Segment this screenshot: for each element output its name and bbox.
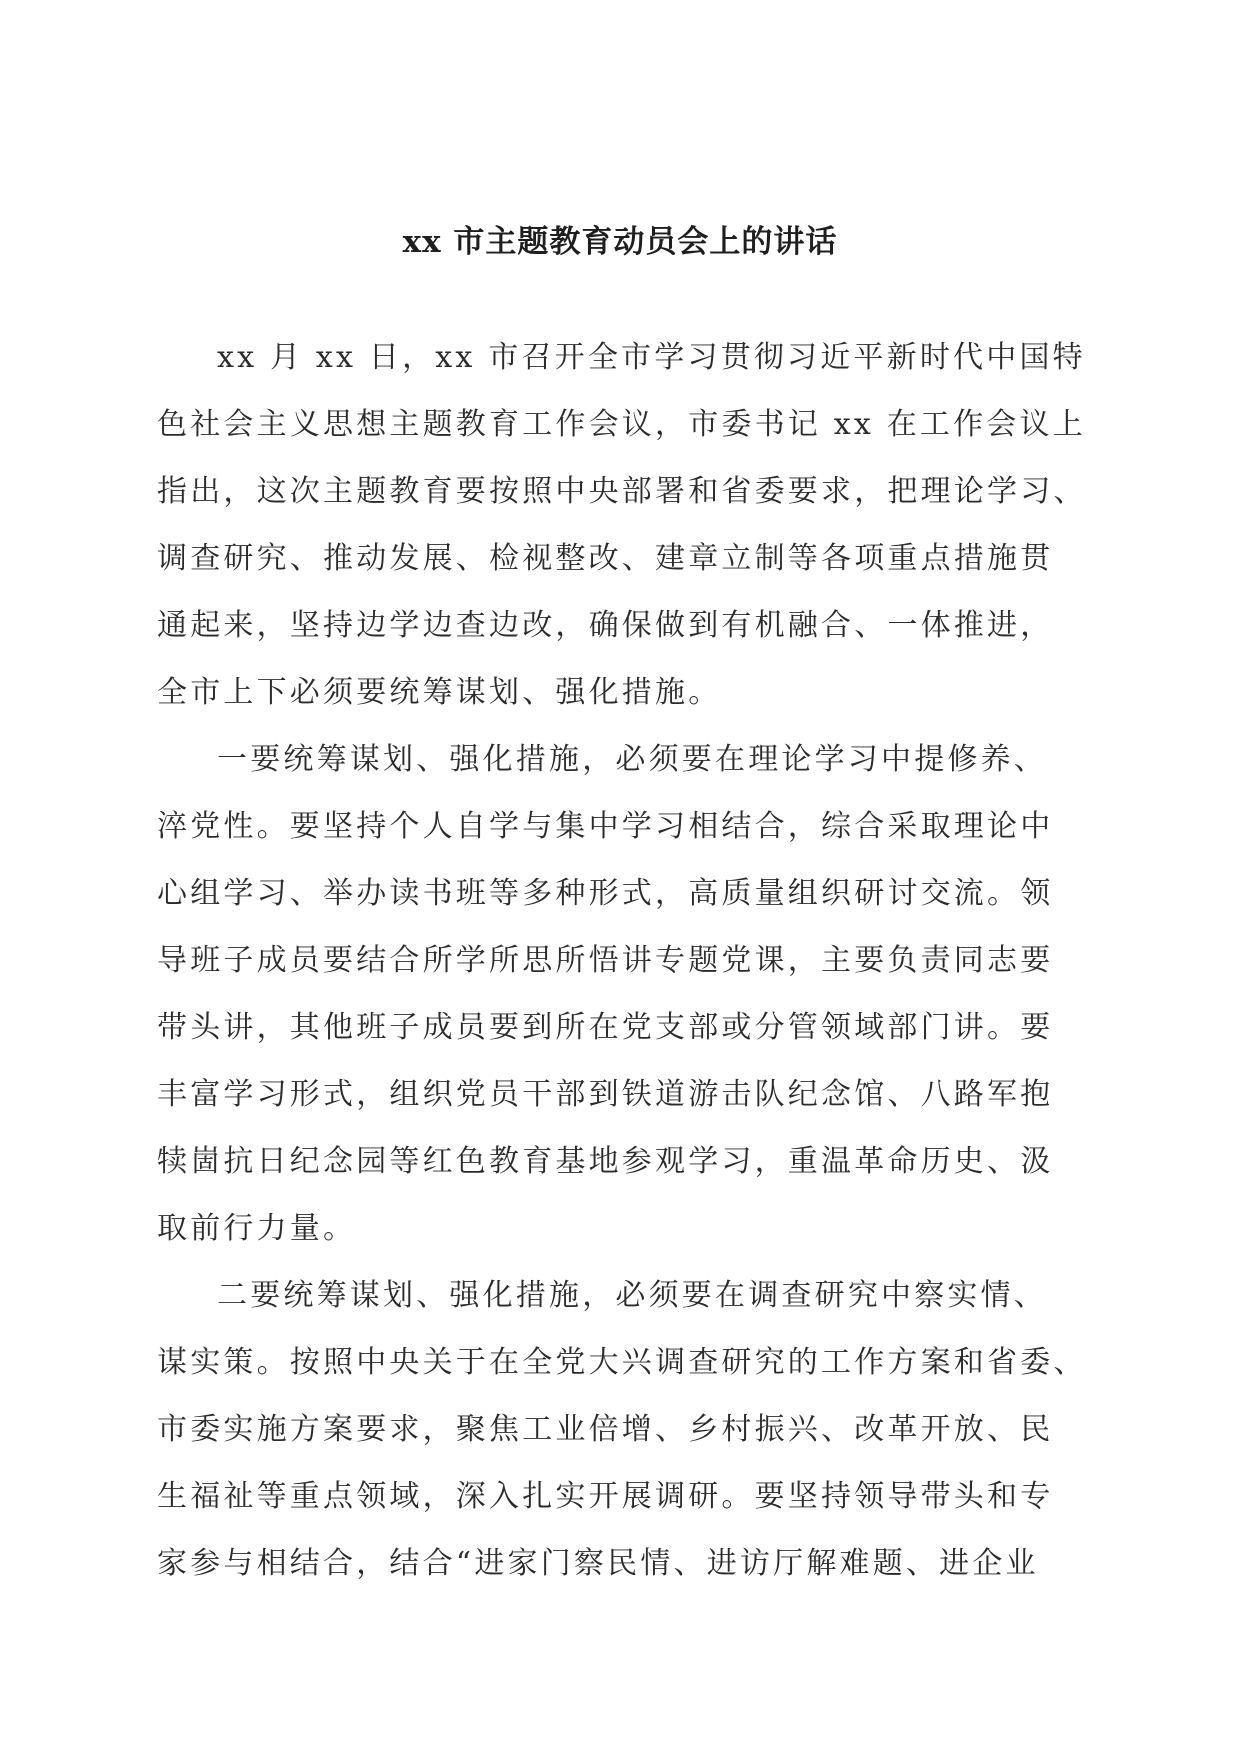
paragraph-line: xx 月 xx 日，xx 市召开全市学习贯彻习近平新时代中国特 — [217, 340, 1086, 375]
paragraph-line: 指出，这次主题教育要按照中央部署和省委要求，把理论学习、 — [157, 474, 1087, 509]
paragraph-line: 取前行力量。 — [157, 1211, 357, 1246]
paragraph-line: 心组学习、举办读书班等多种形式，高质量组织研讨交流。领 — [157, 876, 1054, 911]
paragraph-3 — [157, 1262, 1087, 1597]
paragraph-1 — [157, 324, 1087, 726]
paragraph-line: 二要统筹谋划、强化措施，必须要在调查研究中察实情、 — [217, 1278, 1047, 1313]
paragraph-line: 生福祉等重点领域，深入扎实开展调研。要坚持领导带头和专 — [157, 1479, 1054, 1514]
paragraph-line: 犊崮抗日纪念园等红色教育基地参观学习，重温革命历史、汲 — [157, 1144, 1054, 1179]
paragraph-line: 家参与相结合，结合“进家门察民情、进访厅解难题、进企业 — [157, 1546, 1039, 1581]
paragraph-line: 带头讲，其他班子成员要到所在党支部或分管领域部门讲。要 — [157, 1010, 1054, 1045]
paragraph-line: 市委实施方案要求，聚焦工业倍增、乡村振兴、改革开放、民 — [157, 1412, 1054, 1447]
document-body — [157, 324, 1087, 1597]
paragraph-line: 调查研究、推动发展、检视整改、建章立制等各项重点措施贯 — [157, 541, 1054, 576]
paragraph-line: 通起来，坚持边学边查边改，确保做到有机融合、一体推进， — [157, 608, 1054, 643]
document-title: xx 市主题教育动员会上的讲话 — [402, 224, 838, 260]
paragraph-line: 丰富学习形式，组织党员干部到铁道游击队纪念馆、八路军抱 — [157, 1077, 1054, 1112]
paragraph-line: 淬党性。要坚持个人自学与集中学习相结合，综合采取理论中 — [157, 809, 1054, 844]
paragraph-line: 色社会主义思想主题教育工作会议，市委书记 xx 在工作会议上 — [157, 407, 1086, 442]
paragraph-line: 全市上下必须要统筹谋划、强化措施。 — [157, 675, 722, 710]
paragraph-2 — [157, 726, 1083, 1262]
paragraph-line: 导班子成员要结合所学所思所悟讲专题党课，主要负责同志要 — [157, 943, 1054, 978]
paragraph-line: 谋实策。按照中央关于在全党大兴调查研究的工作方案和省委、 — [157, 1345, 1087, 1380]
paragraph-line: 一要统筹谋划、强化措施，必须要在理论学习中提修养、 — [217, 742, 1047, 777]
